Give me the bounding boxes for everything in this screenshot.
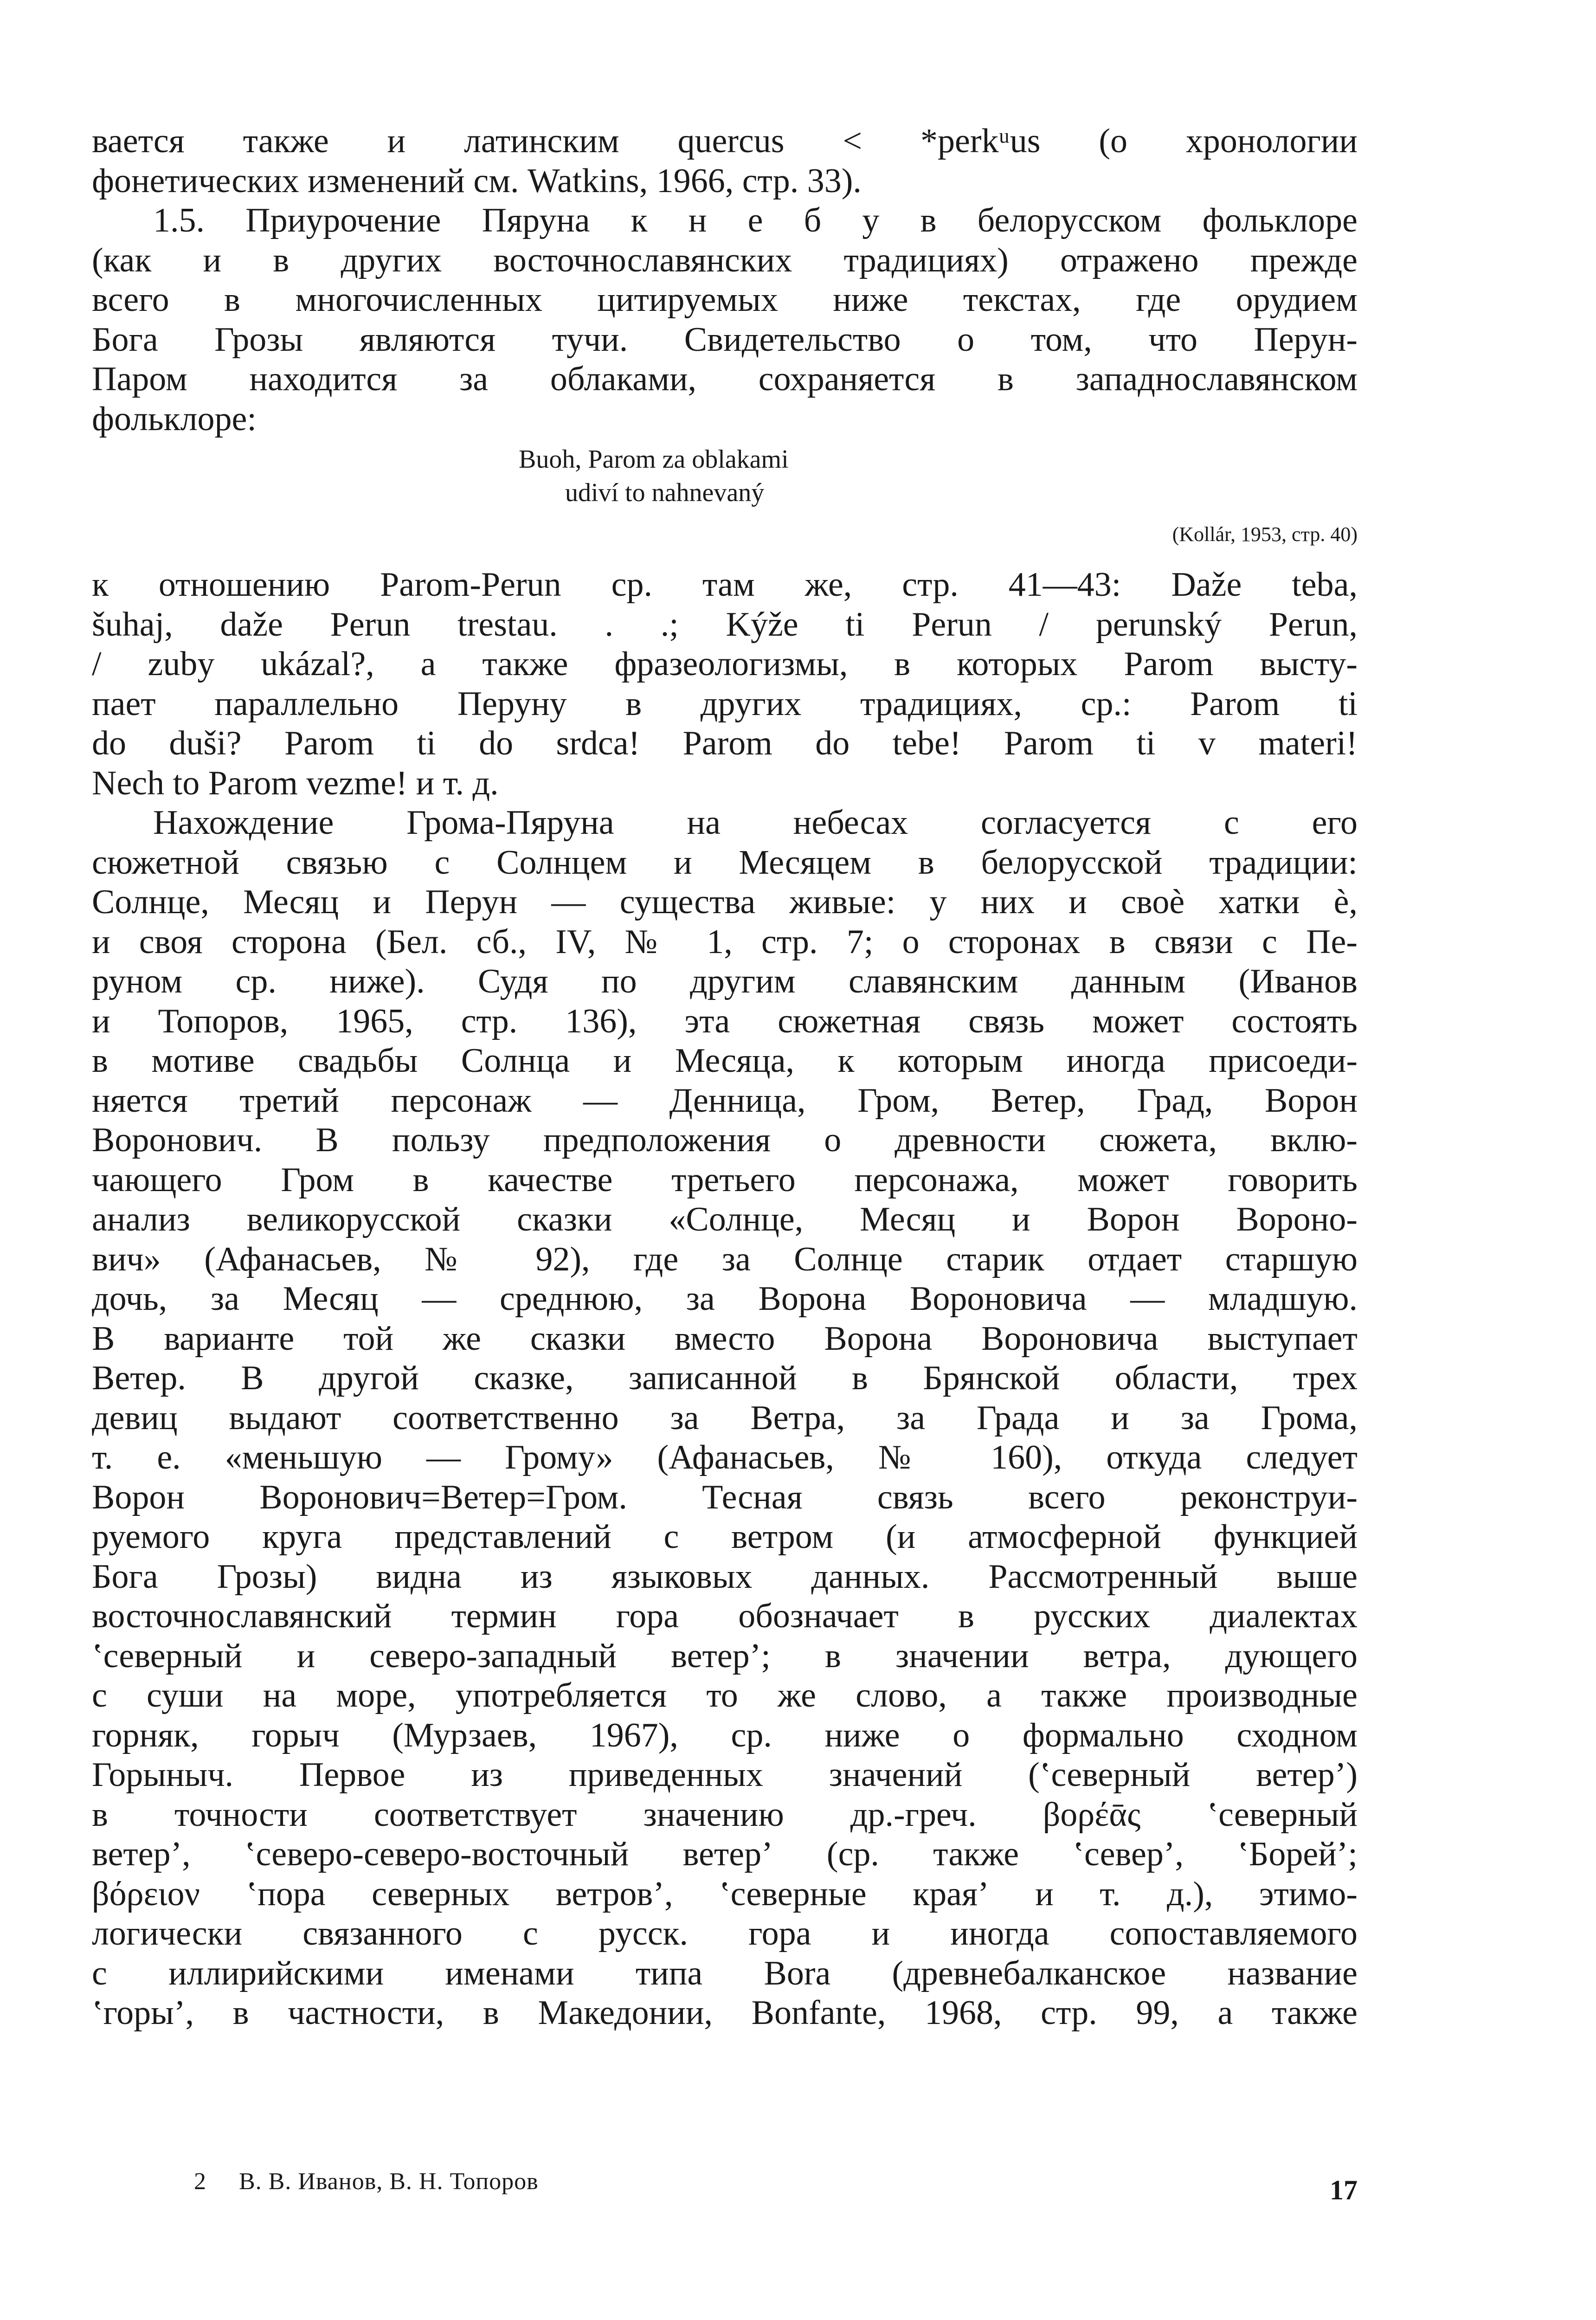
- verse-line: udiví to nahnevaný: [565, 478, 765, 507]
- text-line: Бога Грозы) видна из языковых данных. Рассмотренный выше: [92, 1557, 1358, 1596]
- text-line: с иллирийскими именами типа Bora (древнебалканское название: [92, 1954, 1358, 1992]
- paragraph-4: [92, 803, 1358, 2033]
- text-line: do duši? Parom ti do srdca! Parom do tebe! Parom ti v materi!: [92, 724, 1358, 762]
- text-line: Бога Грозы являются тучи. Свидетельство о том, что Перун-: [92, 320, 1358, 359]
- text-line: горняк, горыч (Мурзаев, 1967), ср. ниже о формально сходном: [92, 1716, 1358, 1754]
- text-line: Паром находится за облаками, сохраняется в западнославянском: [92, 360, 1358, 398]
- text-line: šuhaj, daže Perun trestau. . .; Kýže ti Perun / perunský Perun,: [92, 605, 1358, 644]
- text-line: фонетических изменений см. Watkins, 1966, стр. 33).: [92, 161, 862, 200]
- text-line: 1.5. Приурочение Пяруна к н е б у в белорусском фольклоре: [153, 201, 1358, 239]
- text-line: ʽгорыʼ, в частности, в Македонии, Bonfante, 1968, стр. 99, а также: [92, 1994, 1358, 2032]
- page-body: [92, 122, 1358, 2033]
- verse-quote: [92, 443, 1358, 509]
- text-line: сюжетной связью с Солнцем и Месяцем в белорусской традиции:: [92, 843, 1358, 882]
- text-line: ветерʼ, ʽсеверо-северо-восточный ветерʼ (ср. также ʽсеверʼ, ʽБорейʼ;: [92, 1835, 1358, 1873]
- text-line: вич» (Афанасьев, № 92), где за Солнце старик отдает старшую: [92, 1240, 1358, 1278]
- text-line: в мотиве свадьбы Солнца и Месяца, к которым иногда присоеди-: [92, 1042, 1358, 1080]
- text-line: ʽсеверный и северо-западный ветерʼ; в значении ветра, дующего: [92, 1637, 1358, 1675]
- signature-number: 2: [194, 2168, 206, 2195]
- text-line: Ворон Воронович=Ветер=Гром. Тесная связь всего реконструи-: [92, 1478, 1358, 1516]
- text-line: (как и в других восточнославянских традициях) отражено прежде: [92, 241, 1358, 279]
- text-line: в точности соответствует значению др.-греч. βορέᾱς ʽсеверный: [92, 1795, 1358, 1834]
- text-line: руном ср. ниже). Судя по другим славянским данным (Иванов: [92, 962, 1358, 1000]
- text-line: логически связанного с русск. гора и иногда сопоставляемого: [92, 1914, 1358, 1953]
- text-line: βόρειον ʽпора северных ветровʼ, ʽсеверные краяʼ и т. д.), этимо-: [92, 1875, 1358, 1913]
- text-line: т. е. «меньшую — Грому» (Афанасьев, № 160), откуда следует: [92, 1438, 1358, 1476]
- text-line: Нахождение Грома-Пяруна на небесах согласуется с его: [153, 804, 1358, 842]
- printer-signature: [194, 2168, 539, 2195]
- text-line: пает параллельно Перуну в других традициях, ср.: Parom ti: [92, 684, 1358, 723]
- text-line: Горыныч. Первое из приведенных значений (ʽсеверный ветерʼ): [92, 1756, 1358, 1794]
- text-line: фольклоре:: [92, 400, 257, 438]
- text-line: всего в многочисленных цитируемых ниже текстах, где орудием: [92, 281, 1358, 319]
- text-line: и своя сторона (Бел. сб., IV, № 1, стр. 7; о сторонах в связи с Пе-: [92, 922, 1358, 961]
- text-line: / zuby ukázal?, а также фразеологизмы, в которых Parom высту-: [92, 645, 1358, 683]
- text-line: Солнце, Месяц и Перун — существа живые: у них и своѐ хатки ѐ,: [92, 883, 1358, 921]
- text-line: анализ великорусской сказки «Солнце, Месяц и Ворон Вороно-: [92, 1200, 1358, 1238]
- signature-authors: В. В. Иванов, В. Н. Топоров: [239, 2168, 539, 2195]
- text-line: к отношению Parom-Perun ср. там же, стр. 41—43: Daže teba,: [92, 566, 1358, 604]
- paragraph-3: [92, 565, 1358, 803]
- text-line: Nech to Parom vezme! и т. д.: [92, 764, 499, 802]
- text-line: девиц выдают соответственно за Ветра, за Града и за Грома,: [92, 1398, 1358, 1437]
- text-line: вается также и латинским quercus < *perkᵘus (о хронологии: [92, 122, 1358, 160]
- text-line: руемого круга представлений с ветром (и атмосферной функцией: [92, 1518, 1358, 1556]
- text-line: няется третий персонаж — Денница, Гром, Ветер, Град, Ворон: [92, 1081, 1358, 1120]
- verse-line: Buoh, Parom za oblakami: [519, 445, 789, 474]
- paragraph-2: [92, 201, 1358, 439]
- page-number: 17: [1330, 2175, 1358, 2205]
- verse-citation: (Kollár, 1953, стр. 40): [1172, 523, 1358, 546]
- text-line: и Топоров, 1965, стр. 136), эта сюжетная связь может состоять: [92, 1002, 1358, 1040]
- text-line: восточнославянский термин гора обозначает в русских диалектах: [92, 1597, 1358, 1635]
- text-line: чающего Гром в качестве третьего персонажа, может говорить: [92, 1160, 1358, 1199]
- text-line: Воронович. В пользу предположения о древности сюжета, вклю-: [92, 1121, 1358, 1159]
- text-line: с суши на море, употребляется то же слово, а также производные: [92, 1676, 1358, 1714]
- paragraph-1: [92, 122, 1358, 201]
- text-line: дочь, за Месяц — среднюю, за Ворона Вороновича — младшую.: [92, 1280, 1358, 1318]
- text-line: Ветер. В другой сказке, записанной в Брянской области, трех: [92, 1359, 1358, 1397]
- text-line: В варианте той же сказки вместо Ворона Вороновича выступает: [92, 1319, 1358, 1358]
